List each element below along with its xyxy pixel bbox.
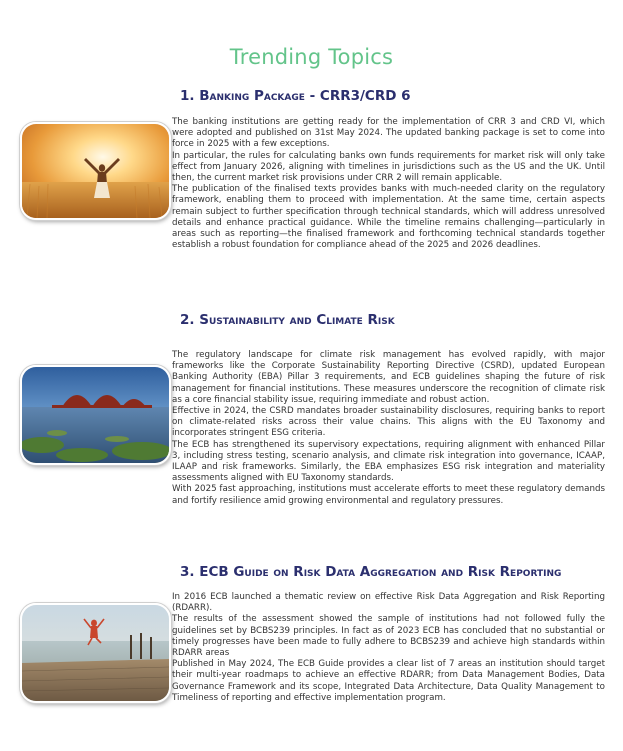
section-title: ECB Guide on Risk Data Aggregation and Risk Reporting <box>199 564 562 580</box>
page-title: Trending Topics <box>229 45 394 70</box>
paragraph: With 2025 fast approaching, institutions must accelerate efforts to meet these regulatory demands and fortify resilience amid growing environmental and regulatory pressures. <box>172 484 605 506</box>
section-number: 2. <box>180 312 195 328</box>
section-number: 1. <box>180 88 195 104</box>
section-heading <box>180 564 561 580</box>
section-image-bridge <box>20 365 171 465</box>
paragraph: The banking institutions are getting ready for the implementation of CRR 3 and CRD VI, which were adopted and published on 31st May 2024. The updated banking package is set to come into force in 2025 with a few exceptions. <box>172 117 605 150</box>
paragraph: In particular, the rules for calculating banks own funds requirements for market risk will only take effect from January 2026, aligning with timelines in jurisdictions such as the US and the UK. Until then, the current market risk provisions under CRR 2 will remain applicable. <box>172 150 605 184</box>
section-title: Sustainability and Climate Risk <box>199 312 395 328</box>
section-body <box>172 350 605 507</box>
paragraph: The publication of the finalised texts provides banks with much-needed clarity on the regulatory framework, enabling them to proceed with implementation. At the same time, certain aspects remain subject to further specification through technical standards, which will address unresolved details and enhance practical guidance. While the timeline remains challenging—particularly in areas such as reporting—the finalised framework and forthcoming technical standards together establish a robust foundation for compliance ahead of the 2025 and 2026 deadlines. <box>172 184 605 251</box>
section-image-wheat-field <box>20 122 171 220</box>
paragraph: The ECB has strengthened its supervisory expectations, requiring alignment with enhanced Pillar 3, including stress testing, scenario analysis, and climate risk integration into governance, ICAAP, ILAAP and risk frameworks. Similarly, the EBA emphasizes ESG risk integration and materiality assessments aligned with EU Taxonomy standards. <box>172 439 605 484</box>
section-body <box>172 117 605 251</box>
section-number: 3. <box>180 564 195 580</box>
section-image-pier <box>20 603 171 703</box>
bridge-photo <box>22 367 169 463</box>
section-body <box>172 592 605 704</box>
section-title: Banking Package - CRR3/CRD 6 <box>199 88 411 104</box>
paragraph: The results of the assessment showed the sample of institutions had not followed fully the guidelines set by BCBS239 principles. In fact as of 2023 ECB has concluded that no substantial or timely progresses have been made to fully adhere to BCBS239 and achieve high standards within RDARR areas <box>172 614 605 659</box>
section-heading <box>180 88 411 104</box>
wheat-field-photo <box>22 124 169 218</box>
paragraph: Published in May 2024, The ECB Guide provides a clear list of 7 areas an institution should target their multi-year roadmaps to achieve an effective RDARR; from Data Management Bodies, Data Governance Framework and its scope, Integrated Data Architecture, Data Quality Management to Timeliness of reporting and effective implementation program. <box>172 659 605 703</box>
paragraph: In 2016 ECB launched a thematic review on effective Risk Data Aggregation and Risk Reporting (RDARR). <box>172 592 605 614</box>
paragraph: The regulatory landscape for climate risk management has evolved rapidly, with major frameworks like the Corporate Sustainability Reporting Directive (CSRD), updated European Banking Authority (EBA) Pillar 3 requirements, and ECB guidelines shaping the future of risk management for financial institutions. These measures underscore the recognition of climate risk as a core financial stability issue, requiring immediate and robust action. <box>172 350 605 405</box>
section-heading <box>180 312 395 328</box>
pier-photo <box>22 605 169 701</box>
paragraph: Effective in 2024, the CSRD mandates broader sustainability disclosures, requiring banks to report on climate-related risks across their value chains. This aligns with the EU Taxonomy and incorporates stringent ESG criteria. <box>172 406 605 439</box>
